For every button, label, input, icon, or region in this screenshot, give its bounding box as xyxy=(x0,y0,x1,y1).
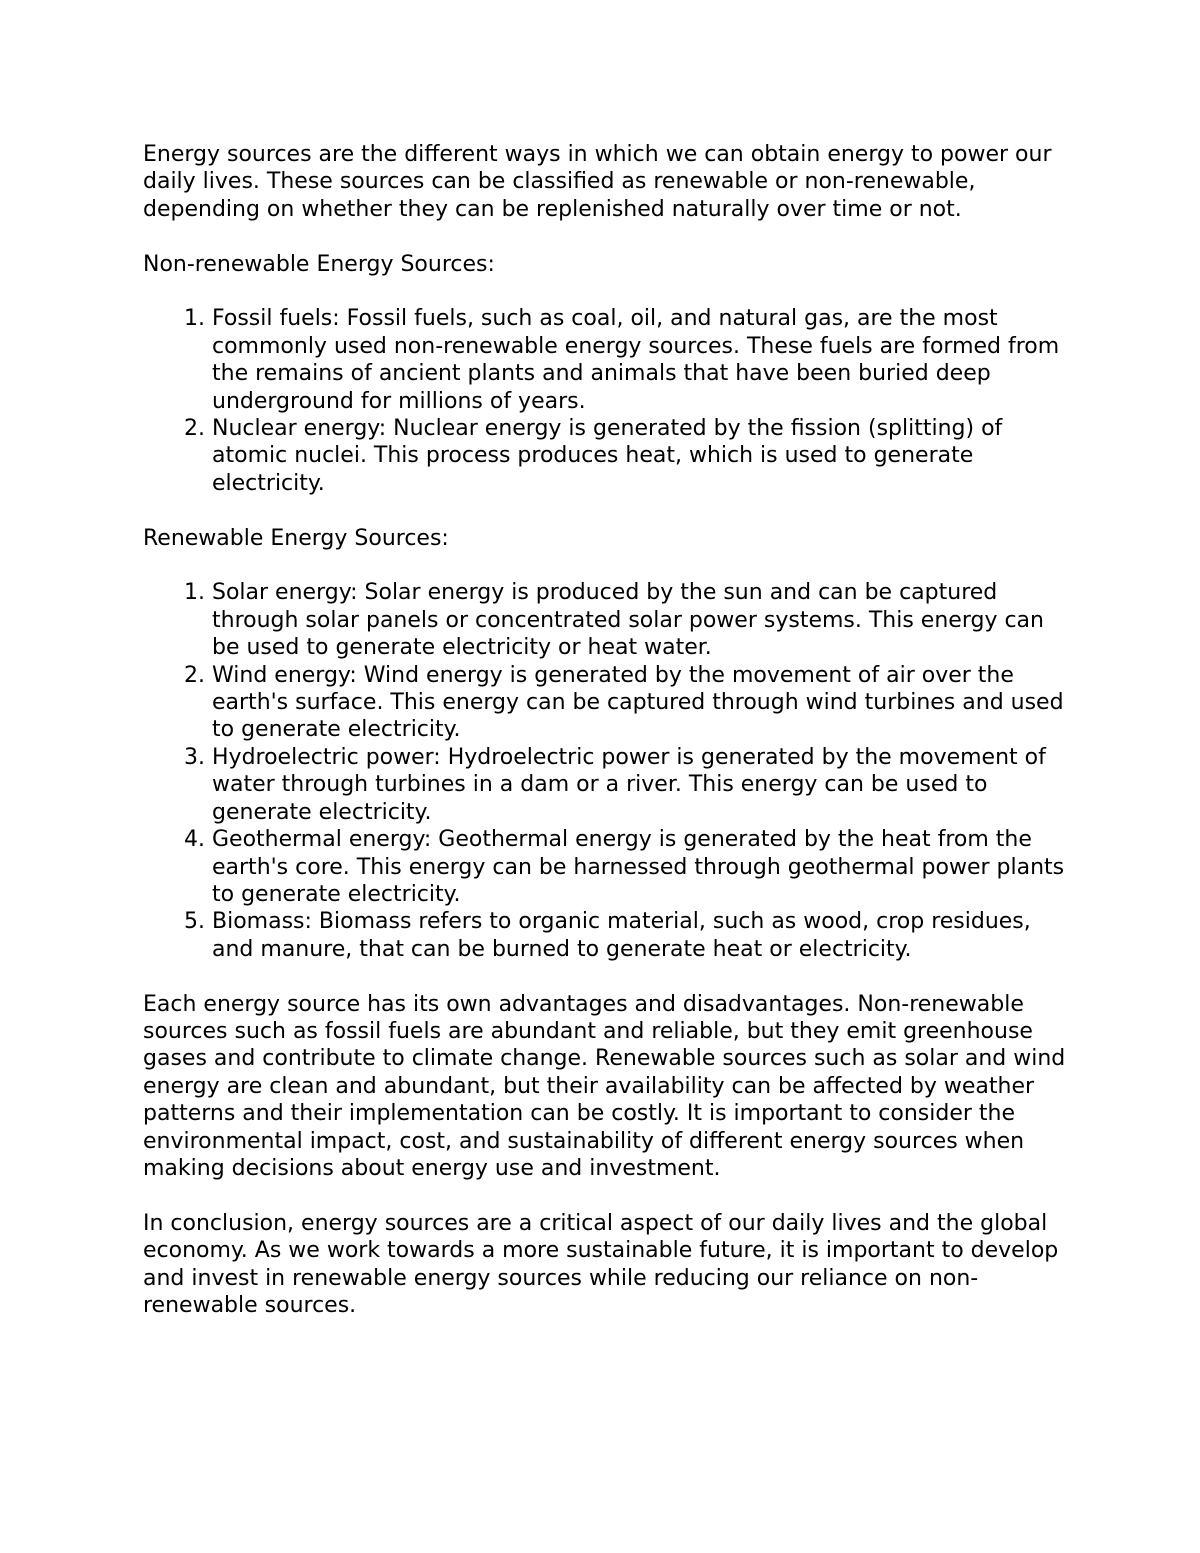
conclusion-paragraph: In conclusion, energy sources are a critical aspect of our daily lives and the global economy. As we work towards a more sustainable future, it is important to develop and invest in renewable energy sources while reducing our reliance on non-renewable sources. xyxy=(143,1210,1059,1318)
non-renewable-list xyxy=(143,305,1073,497)
renewable-heading: Renewable Energy Sources: xyxy=(143,525,449,551)
intro-paragraph: Energy sources are the different ways in which we can obtain energy to power our daily lives. These sources can be classified as renewable or non-renewable, depending on whether they can be replenished naturally over time or not. xyxy=(143,142,1052,222)
list-item: 1. Solar energy: Solar energy is produced by the sun and can be captured through solar panels or concentrated solar power systems. This energy can be used to generate electricity or heat water. xyxy=(212,579,1073,661)
list-item: 4. Geothermal energy: Geothermal energy is generated by the heat from the earth's core. This energy can be harnessed through geothermal power plants to generate electricity. xyxy=(212,826,1073,908)
document-body xyxy=(143,141,1073,1347)
list-item: 2. Wind energy: Wind energy is generated by the movement of air over the earth's surface. This energy can be captured through wind turbines and used to generate electricity. xyxy=(212,662,1073,744)
comparison-paragraph: Each energy source has its own advantages and disadvantages. Non-renewable sources such as fossil fuels are abundant and reliable, but they emit greenhouse gases and contribute to climate change. Renewable sources such as solar and wind energy are clean and abundant, but their availability can be affected by weather patterns and their implementation can be costly. It is important to consider the environmental impact, cost, and sustainability of different energy sources when making decisions about energy use and investment. xyxy=(143,991,1066,1181)
renewable-list xyxy=(143,579,1073,963)
list-item: 3. Hydroelectric power: Hydroelectric power is generated by the movement of water through turbines in a dam or a river. This energy can be used to generate electricity. xyxy=(212,744,1073,826)
list-item: 1. Fossil fuels: Fossil fuels, such as coal, oil, and natural gas, are the most commonly used non-renewable energy sources. These fuels are formed from the remains of ancient plants and animals that have been buried deep underground for millions of years. xyxy=(212,305,1073,415)
non-renewable-heading: Non-renewable Energy Sources: xyxy=(143,251,495,277)
list-item: 2. Nuclear energy: Nuclear energy is generated by the fission (splitting) of atomic nuclei. This process produces heat, which is used to generate electricity. xyxy=(212,415,1073,497)
list-item: 5. Biomass: Biomass refers to organic material, such as wood, crop residues, and manure, that can be burned to generate heat or electricity. xyxy=(212,908,1073,963)
